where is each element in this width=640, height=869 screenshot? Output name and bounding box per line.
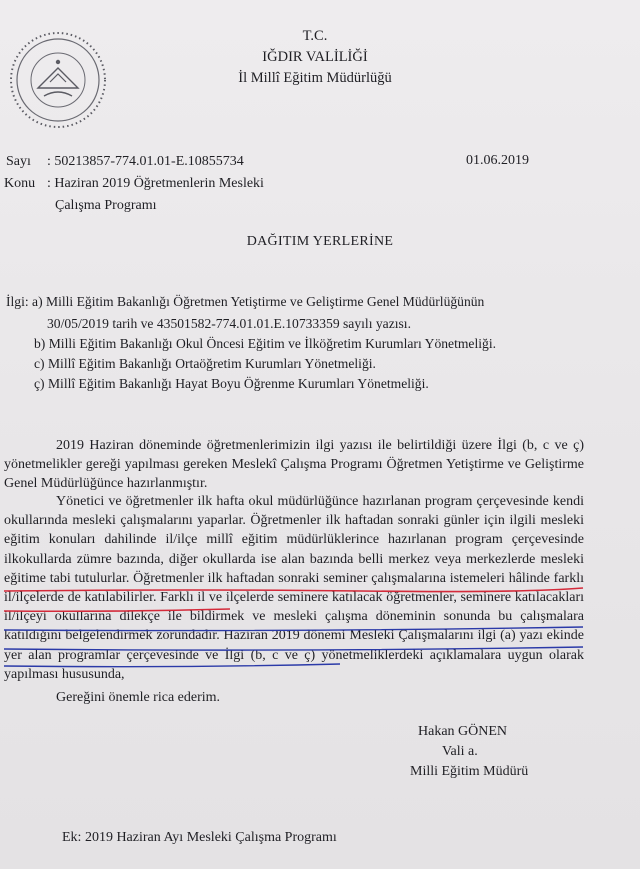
ilgi-a-line1: İlgi: a) Milli Eğitim Bakanlığı Öğretmen Yetiştirme ve Geliştirme Genel Müdürlüğünün [6,294,485,309]
ilgi-a-line2: 30/05/2019 tarih ve 43501582-774.01.01.E.10733359 sayılı yazısı. [47,316,411,331]
konu-label: Konu [4,176,36,191]
distribution-heading: DAĞITIM YERLERİNE [246,234,394,249]
konu-value: : Haziran 2019 Öğretmenlerin Mesleki [47,176,264,191]
letterhead-tc: T.C. [302,28,328,44]
sayi-value: : 50213857-774.01.01-E.10855734 [47,154,244,169]
letterhead [200,26,430,89]
ilgi-b: b) Milli Eğitim Bakanlığı Okul Öncesi Eğitim ve İlköğretim Kurumları Yönetmeliği. [34,336,496,351]
body-paragraph-1: 2019 Haziran döneminde öğretmenlerimizin ilgi yazısı ile belirtildiği üzere İlgi (b, c ve ç) yönetmelikler gereği yapılması gereken Meslekî Çalışma Programı Öğretmen Yetiştirme ve Geliştirme Genel Müdürlüğünce hazırlanmıştır. [4,438,584,492]
letterhead-governorship: IĞDIR VALİLİĞİ [262,49,368,65]
body-paragraph-3: Gereğini önemle rica ederim. [56,690,221,705]
konu-value-cont: Çalışma Programı [55,198,157,213]
document-date: 01.06.2019 [466,153,529,168]
ministry-seal-icon [8,30,108,130]
signatory-name: Hakan GÖNEN [418,724,508,739]
signatory-title-vali: Vali a. [442,744,478,759]
ilgi-c: c) Millî Eğitim Bakanlığı Ortaöğretim Kurumları Yönetmeliği. [34,356,376,371]
ilgi-cc: ç) Millî Eğitim Bakanlığı Hayat Boyu Öğrenme Kurumları Yönetmeliği. [34,376,429,391]
attachment-note: Ek: 2019 Haziran Ayı Mesleki Çalışma Programı [62,830,337,845]
body-paragraph-2: Yönetici ve öğretmenler ilk hafta okul müdürlüğünce hazırlanan program çerçevesinde kendi okullarında mesleki çalışmalarını yaparlar. Öğretmenler ilk haftadan sonraki günler için ilgili mesleki eğitim konuları dahilinde il/ilçe millî eğitim müdürlüklerince hazırlanan program çerçevesinde ilkokullarda zümre bazında, diğer okullarda ise alan bazında belli merkez veya merkezlerde mesleki eğitime tabi tutulurlar. Öğretmenler ilk haftadan sonraki seminer çalışmalarına istemeleri hâlinde farklı il/ilçelerde de katılabilirler. Farklı il ve ilçelerde seminere katılacak öğretmenler, seminere katılacakları il/ilçeyi okullarına dilekçe ile bildirmek ve mesleki çalışma döneminin sonunda bu çalışmalara katıldığını belgelendirmek zorundadır. Haziran 2019 dönemi Mesleki Çalışmalarını ilgi (a) yazı ekinde yer alan programlar çerçevesinde ve İlgi (b, c ve ç) yönetmeliklerdeki açıklamalara uygun olarak yapılması hususunda, [4,494,584,682]
signatory-title-director: Milli Eğitim Müdürü [410,764,529,779]
sayi-label: Sayı [6,154,31,169]
letterhead-directorate: İl Millî Eğitim Müdürlüğü [238,70,392,86]
